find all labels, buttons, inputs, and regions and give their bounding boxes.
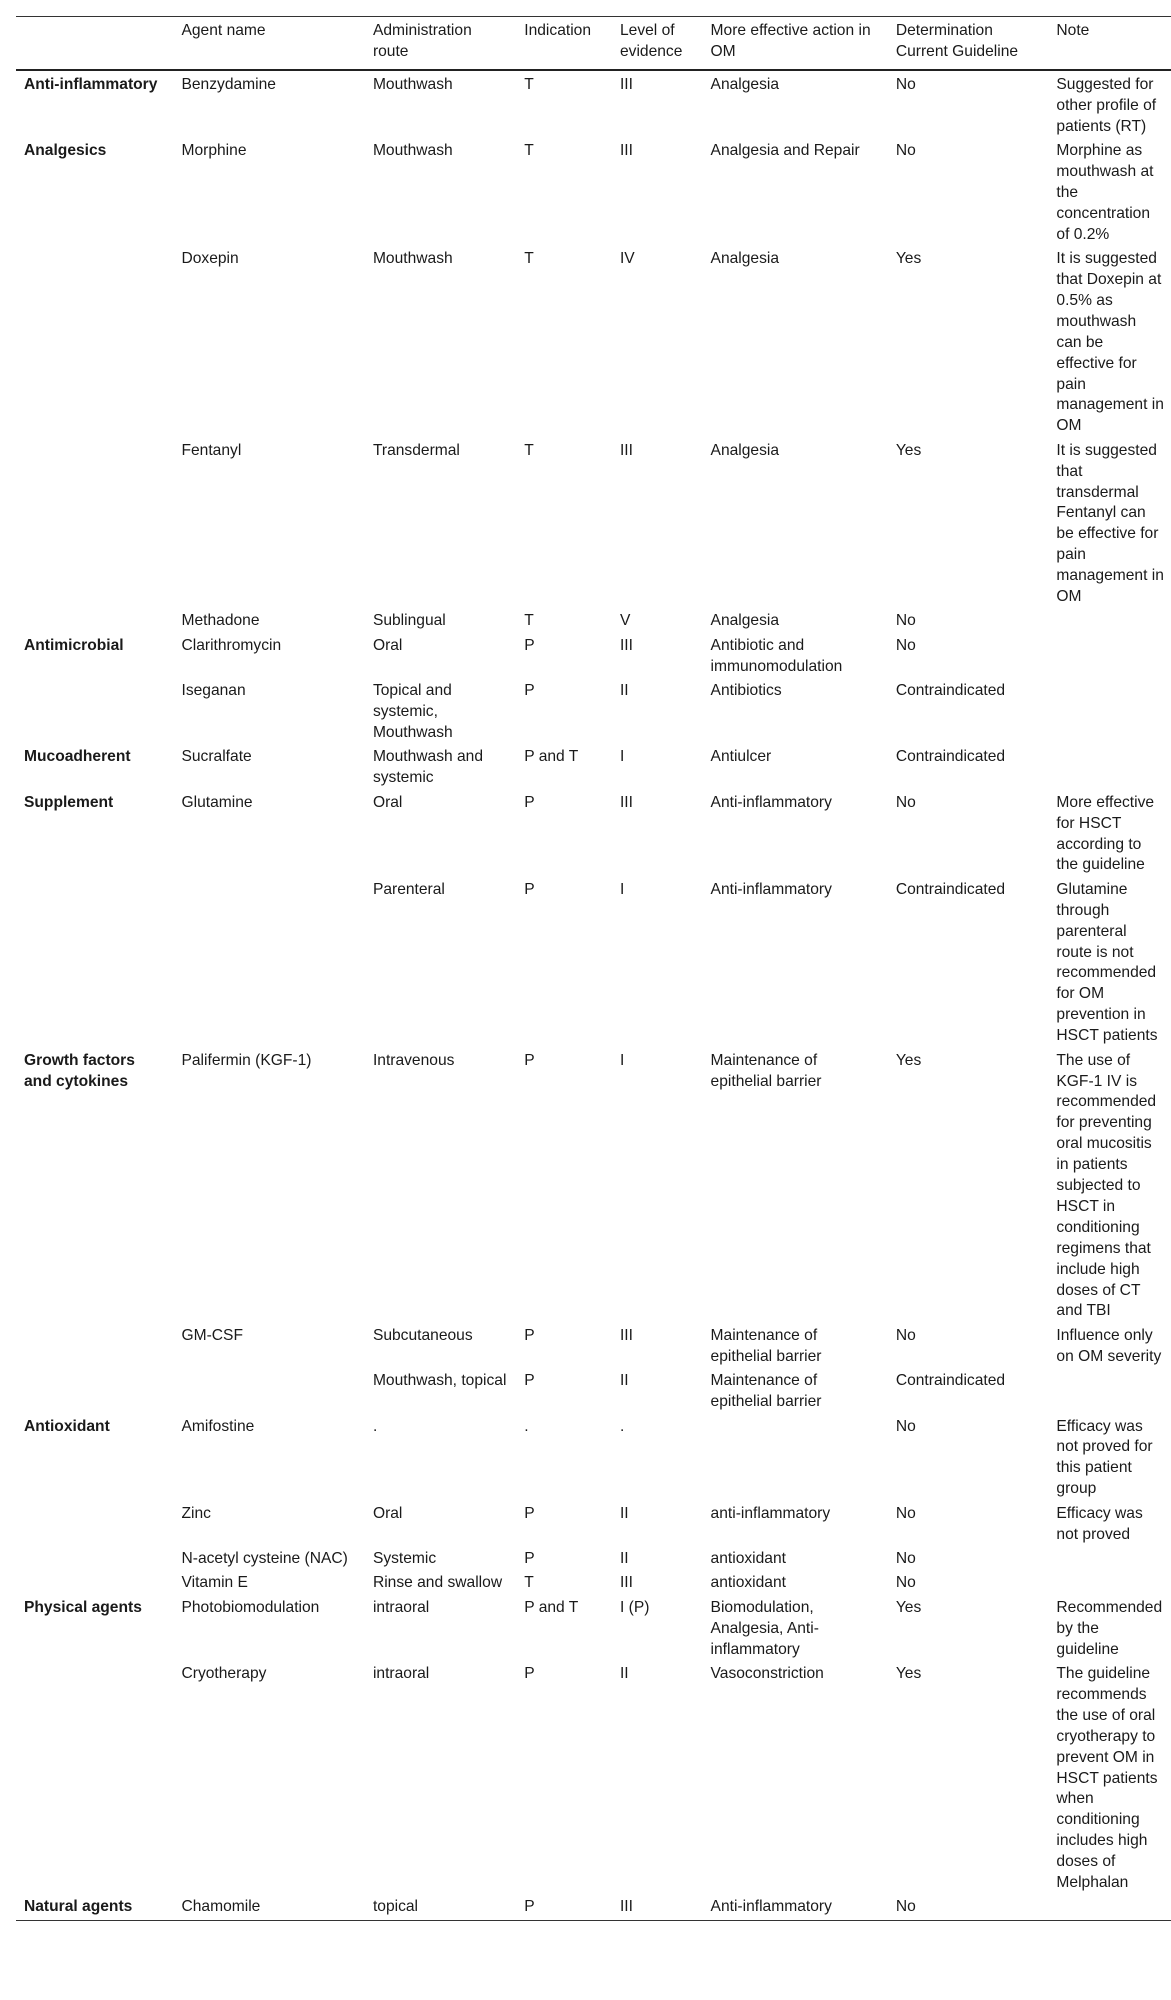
header-category	[16, 17, 173, 70]
cell-agent-name: Benzydamine	[181, 75, 276, 93]
table-row	[16, 1369, 1171, 1414]
cell-effective-action: Maintenance of epithelial barrier	[710, 1326, 822, 1365]
cell-effective-action: Anti-inflammatory	[710, 1898, 832, 1916]
cell-administration-route: .	[372, 1417, 378, 1435]
table-header	[16, 17, 1171, 70]
cell-note: The use of KGF-1 IV is recommended for preventing oral mucositis in patients subjected to HSCT in conditioning regimens that include high doses of CT and TBI	[1056, 1051, 1157, 1320]
cell-category	[16, 1369, 173, 1414]
cell-guideline: Yes	[895, 441, 922, 459]
cell-category: Analgesics	[24, 142, 107, 160]
cell-guideline: No	[895, 1326, 916, 1344]
cell-agent-name: Clarithromycin	[181, 636, 282, 654]
cell-agent-name: Morphine	[181, 142, 247, 160]
cell-administration-route: Oral	[372, 1504, 403, 1522]
cell-level-of-evidence: II	[619, 1504, 629, 1522]
cell-indication: P	[524, 1549, 535, 1567]
cell-level-of-evidence: I	[619, 748, 625, 766]
table-row	[16, 1415, 1171, 1502]
table-row	[16, 679, 1171, 745]
cell-effective-action: Antibiotic and immunomodulation	[710, 636, 843, 675]
cell-guideline: No	[895, 636, 916, 654]
cell-agent-name: N-acetyl cysteine (NAC)	[181, 1549, 348, 1567]
cell-effective-action: Analgesia	[710, 250, 780, 268]
cell-administration-route: Mouthwash	[372, 250, 453, 268]
cell-agent-name: Iseganan	[181, 682, 246, 700]
cell-agent-name: Amifostine	[181, 1417, 255, 1435]
cell-level-of-evidence: III	[619, 142, 633, 160]
cell-category: Antioxidant	[24, 1417, 110, 1435]
cell-indication: T	[524, 250, 534, 268]
cell-note: It is suggested that Doxepin at 0.5% as mouthwash can be effective for pain management in OM	[1056, 250, 1164, 435]
cell-administration-route: Mouthwash, topical	[372, 1372, 507, 1390]
table-row	[16, 139, 1171, 247]
header-note: Note	[1056, 22, 1090, 39]
cell-guideline: No	[895, 75, 916, 93]
cell-level-of-evidence: I (P)	[619, 1598, 650, 1616]
cell-level-of-evidence: V	[619, 612, 631, 630]
cell-indication: P	[524, 1051, 535, 1069]
cell-level-of-evidence: III	[619, 1898, 633, 1916]
header-administration-route: Administration route	[372, 22, 472, 60]
cell-effective-action	[703, 1415, 888, 1502]
cell-indication: T	[524, 441, 534, 459]
header-row	[16, 17, 1171, 70]
table-row	[16, 1049, 1171, 1324]
header-guideline: Determination Current Guideline	[895, 22, 1019, 60]
cell-agent-name	[173, 878, 364, 1049]
cell-indication: P	[524, 1504, 535, 1522]
cell-category	[16, 878, 173, 1049]
cell-category: Growth factors and cytokines	[24, 1051, 135, 1090]
cell-agent-name: GM-CSF	[181, 1326, 243, 1344]
cell-guideline: Contraindicated	[895, 1372, 1006, 1390]
cell-category: Mucoadherent	[24, 748, 131, 766]
cell-effective-action: Analgesia	[710, 441, 780, 459]
agents-table	[16, 16, 1171, 1921]
cell-note: Suggested for other profile of patients (RT)	[1056, 75, 1157, 135]
cell-guideline: Yes	[895, 1051, 922, 1069]
cell-guideline: No	[895, 1898, 916, 1916]
table-row	[16, 1895, 1171, 1920]
cell-effective-action: Maintenance of epithelial barrier	[710, 1051, 822, 1090]
cell-level-of-evidence: II	[619, 1664, 629, 1682]
cell-level-of-evidence: III	[619, 441, 633, 459]
cell-level-of-evidence: I	[619, 1051, 625, 1069]
cell-category	[16, 1502, 173, 1547]
cell-guideline: Contraindicated	[895, 880, 1006, 898]
cell-agent-name: Glutamine	[181, 793, 253, 811]
cell-category	[16, 1324, 173, 1369]
cell-effective-action: Antibiotics	[710, 682, 782, 700]
cell-agent-name: Palifermin (KGF-1)	[181, 1051, 312, 1069]
table-row	[16, 745, 1171, 790]
cell-indication: .	[524, 1417, 529, 1435]
cell-note: Efficacy was not proved for this patient group	[1056, 1417, 1153, 1498]
cell-indication: P	[524, 793, 535, 811]
cell-level-of-evidence: .	[619, 1417, 625, 1435]
cell-agent-name: Photobiomodulation	[181, 1598, 320, 1616]
cell-guideline: Yes	[895, 1598, 922, 1616]
table-row	[16, 634, 1171, 679]
cell-category	[16, 1662, 173, 1895]
table-row	[16, 791, 1171, 878]
cell-note	[1048, 609, 1171, 633]
cell-effective-action: Vasoconstriction	[710, 1664, 824, 1682]
table-body	[16, 70, 1171, 1921]
cell-category: Physical agents	[24, 1598, 142, 1616]
cell-guideline: Contraindicated	[895, 682, 1006, 700]
table-row	[16, 1547, 1171, 1571]
cell-note: The guideline recommends the use of oral cryotherapy to prevent OM in HSCT patients when conditioning includes high doses of Melphalan	[1056, 1664, 1158, 1892]
header-level-of-evidence: Level of evidence	[619, 22, 683, 60]
cell-indication: P	[524, 880, 535, 898]
cell-guideline: No	[895, 1504, 916, 1522]
cell-guideline: Yes	[895, 250, 922, 268]
cell-note	[1048, 679, 1171, 745]
cell-administration-route: Systemic	[372, 1549, 437, 1567]
cell-level-of-evidence: IV	[619, 250, 635, 268]
header-effective-action: More effective action in OM	[710, 22, 871, 60]
header-agent-name: Agent name	[181, 22, 266, 39]
cell-note	[1048, 634, 1171, 679]
cell-agent-name: Chamomile	[181, 1898, 261, 1916]
table-row	[16, 1502, 1171, 1547]
cell-guideline: No	[895, 142, 916, 160]
cell-administration-route: Topical and systemic, Mouthwash	[372, 682, 453, 741]
cell-category	[16, 609, 173, 633]
cell-level-of-evidence: II	[619, 1549, 629, 1567]
table-row	[16, 878, 1171, 1049]
cell-agent-name	[173, 1369, 364, 1414]
cell-effective-action: Maintenance of epithelial barrier	[710, 1372, 822, 1411]
table-row	[16, 1596, 1171, 1662]
cell-indication: P	[524, 1664, 535, 1682]
cell-agent-name: Doxepin	[181, 250, 239, 268]
header-indication: Indication	[524, 22, 592, 39]
cell-administration-route: Mouthwash	[372, 142, 453, 160]
table-row	[16, 70, 1171, 139]
cell-agent-name: Zinc	[181, 1504, 211, 1522]
cell-administration-route: Sublingual	[372, 612, 446, 630]
cell-effective-action: Biomodulation, Analgesia, Anti-inflammatory	[710, 1598, 819, 1658]
cell-category: Supplement	[24, 793, 114, 811]
cell-effective-action: anti-inflammatory	[710, 1504, 831, 1522]
cell-indication: P	[524, 1898, 535, 1916]
cell-note: It is suggested that transdermal Fentanyl can be effective for pain management in OM	[1056, 441, 1164, 606]
cell-agent-name: Fentanyl	[181, 441, 242, 459]
cell-note	[1048, 1571, 1171, 1595]
cell-note: Influence only on OM severity	[1056, 1326, 1162, 1365]
cell-note: More effective for HSCT according to the guideline	[1056, 793, 1155, 874]
cell-indication: P	[524, 636, 535, 654]
cell-effective-action: Antiulcer	[710, 748, 772, 766]
cell-agent-name: Sucralfate	[181, 748, 252, 766]
cell-indication: P	[524, 1326, 535, 1344]
cell-guideline: No	[895, 793, 916, 811]
cell-agent-name: Vitamin E	[181, 1574, 248, 1592]
cell-guideline: No	[895, 612, 916, 630]
cell-note	[1048, 1369, 1171, 1414]
cell-effective-action: antioxidant	[710, 1549, 786, 1567]
cell-effective-action: Analgesia and Repair	[710, 142, 860, 160]
cell-level-of-evidence: III	[619, 636, 633, 654]
cell-guideline: Yes	[895, 1664, 922, 1682]
cell-category	[16, 1571, 173, 1595]
cell-note	[1048, 1547, 1171, 1571]
table-row	[16, 439, 1171, 610]
cell-indication: T	[524, 142, 534, 160]
cell-category	[16, 439, 173, 610]
cell-administration-route: Oral	[372, 636, 403, 654]
cell-administration-route: Rinse and swallow	[372, 1574, 503, 1592]
cell-note	[1048, 745, 1171, 790]
cell-administration-route: Mouthwash and systemic	[372, 748, 484, 787]
cell-administration-route: Intravenous	[372, 1051, 455, 1069]
cell-level-of-evidence: III	[619, 793, 633, 811]
cell-category: Antimicrobial	[24, 636, 124, 654]
cell-indication: T	[524, 75, 534, 93]
cell-agent-name: Cryotherapy	[181, 1664, 267, 1682]
table-row	[16, 609, 1171, 633]
cell-category	[16, 247, 173, 439]
cell-effective-action: Anti-inflammatory	[710, 793, 832, 811]
cell-indication: T	[524, 1574, 534, 1592]
cell-category: Natural agents	[24, 1898, 133, 1916]
cell-effective-action: Anti-inflammatory	[710, 880, 832, 898]
cell-administration-route: topical	[372, 1898, 419, 1916]
cell-level-of-evidence: III	[619, 1574, 633, 1592]
cell-level-of-evidence: III	[619, 1326, 633, 1344]
table-row	[16, 247, 1171, 439]
cell-level-of-evidence: II	[619, 682, 629, 700]
cell-guideline: No	[895, 1417, 916, 1435]
cell-note: Morphine as mouthwash at the concentration of 0.2%	[1056, 142, 1154, 243]
cell-administration-route: Mouthwash	[372, 75, 453, 93]
cell-administration-route: Parenteral	[372, 880, 445, 898]
cell-level-of-evidence: I	[619, 880, 625, 898]
cell-indication: P	[524, 682, 535, 700]
cell-category: Anti-inflammatory	[24, 75, 158, 93]
cell-indication: P and T	[524, 1598, 579, 1616]
table-row	[16, 1324, 1171, 1369]
cell-guideline: Contraindicated	[895, 748, 1006, 766]
cell-note: Glutamine through parenteral route is not recommended for OM prevention in HSCT patients	[1056, 880, 1158, 1045]
cell-level-of-evidence: II	[619, 1372, 629, 1390]
cell-administration-route: intraoral	[372, 1598, 430, 1616]
cell-note	[1048, 1895, 1171, 1920]
cell-note: Efficacy was not proved	[1056, 1504, 1143, 1543]
cell-category	[16, 679, 173, 745]
cell-note: Recommended by the guideline	[1056, 1598, 1163, 1658]
cell-indication: P	[524, 1372, 535, 1390]
cell-indication: P and T	[524, 748, 579, 766]
cell-category	[16, 1547, 173, 1571]
cell-guideline: No	[895, 1549, 916, 1567]
cell-effective-action: antioxidant	[710, 1574, 786, 1592]
cell-guideline: No	[895, 1574, 916, 1592]
cell-administration-route: Oral	[372, 793, 403, 811]
cell-level-of-evidence: III	[619, 75, 633, 93]
cell-agent-name: Methadone	[181, 612, 260, 630]
cell-indication: T	[524, 612, 534, 630]
table-row	[16, 1662, 1171, 1895]
table-row	[16, 1571, 1171, 1595]
cell-effective-action: Analgesia	[710, 75, 780, 93]
cell-administration-route: Transdermal	[372, 441, 460, 459]
cell-administration-route: Subcutaneous	[372, 1326, 473, 1344]
cell-administration-route: intraoral	[372, 1664, 430, 1682]
cell-effective-action: Analgesia	[710, 612, 780, 630]
